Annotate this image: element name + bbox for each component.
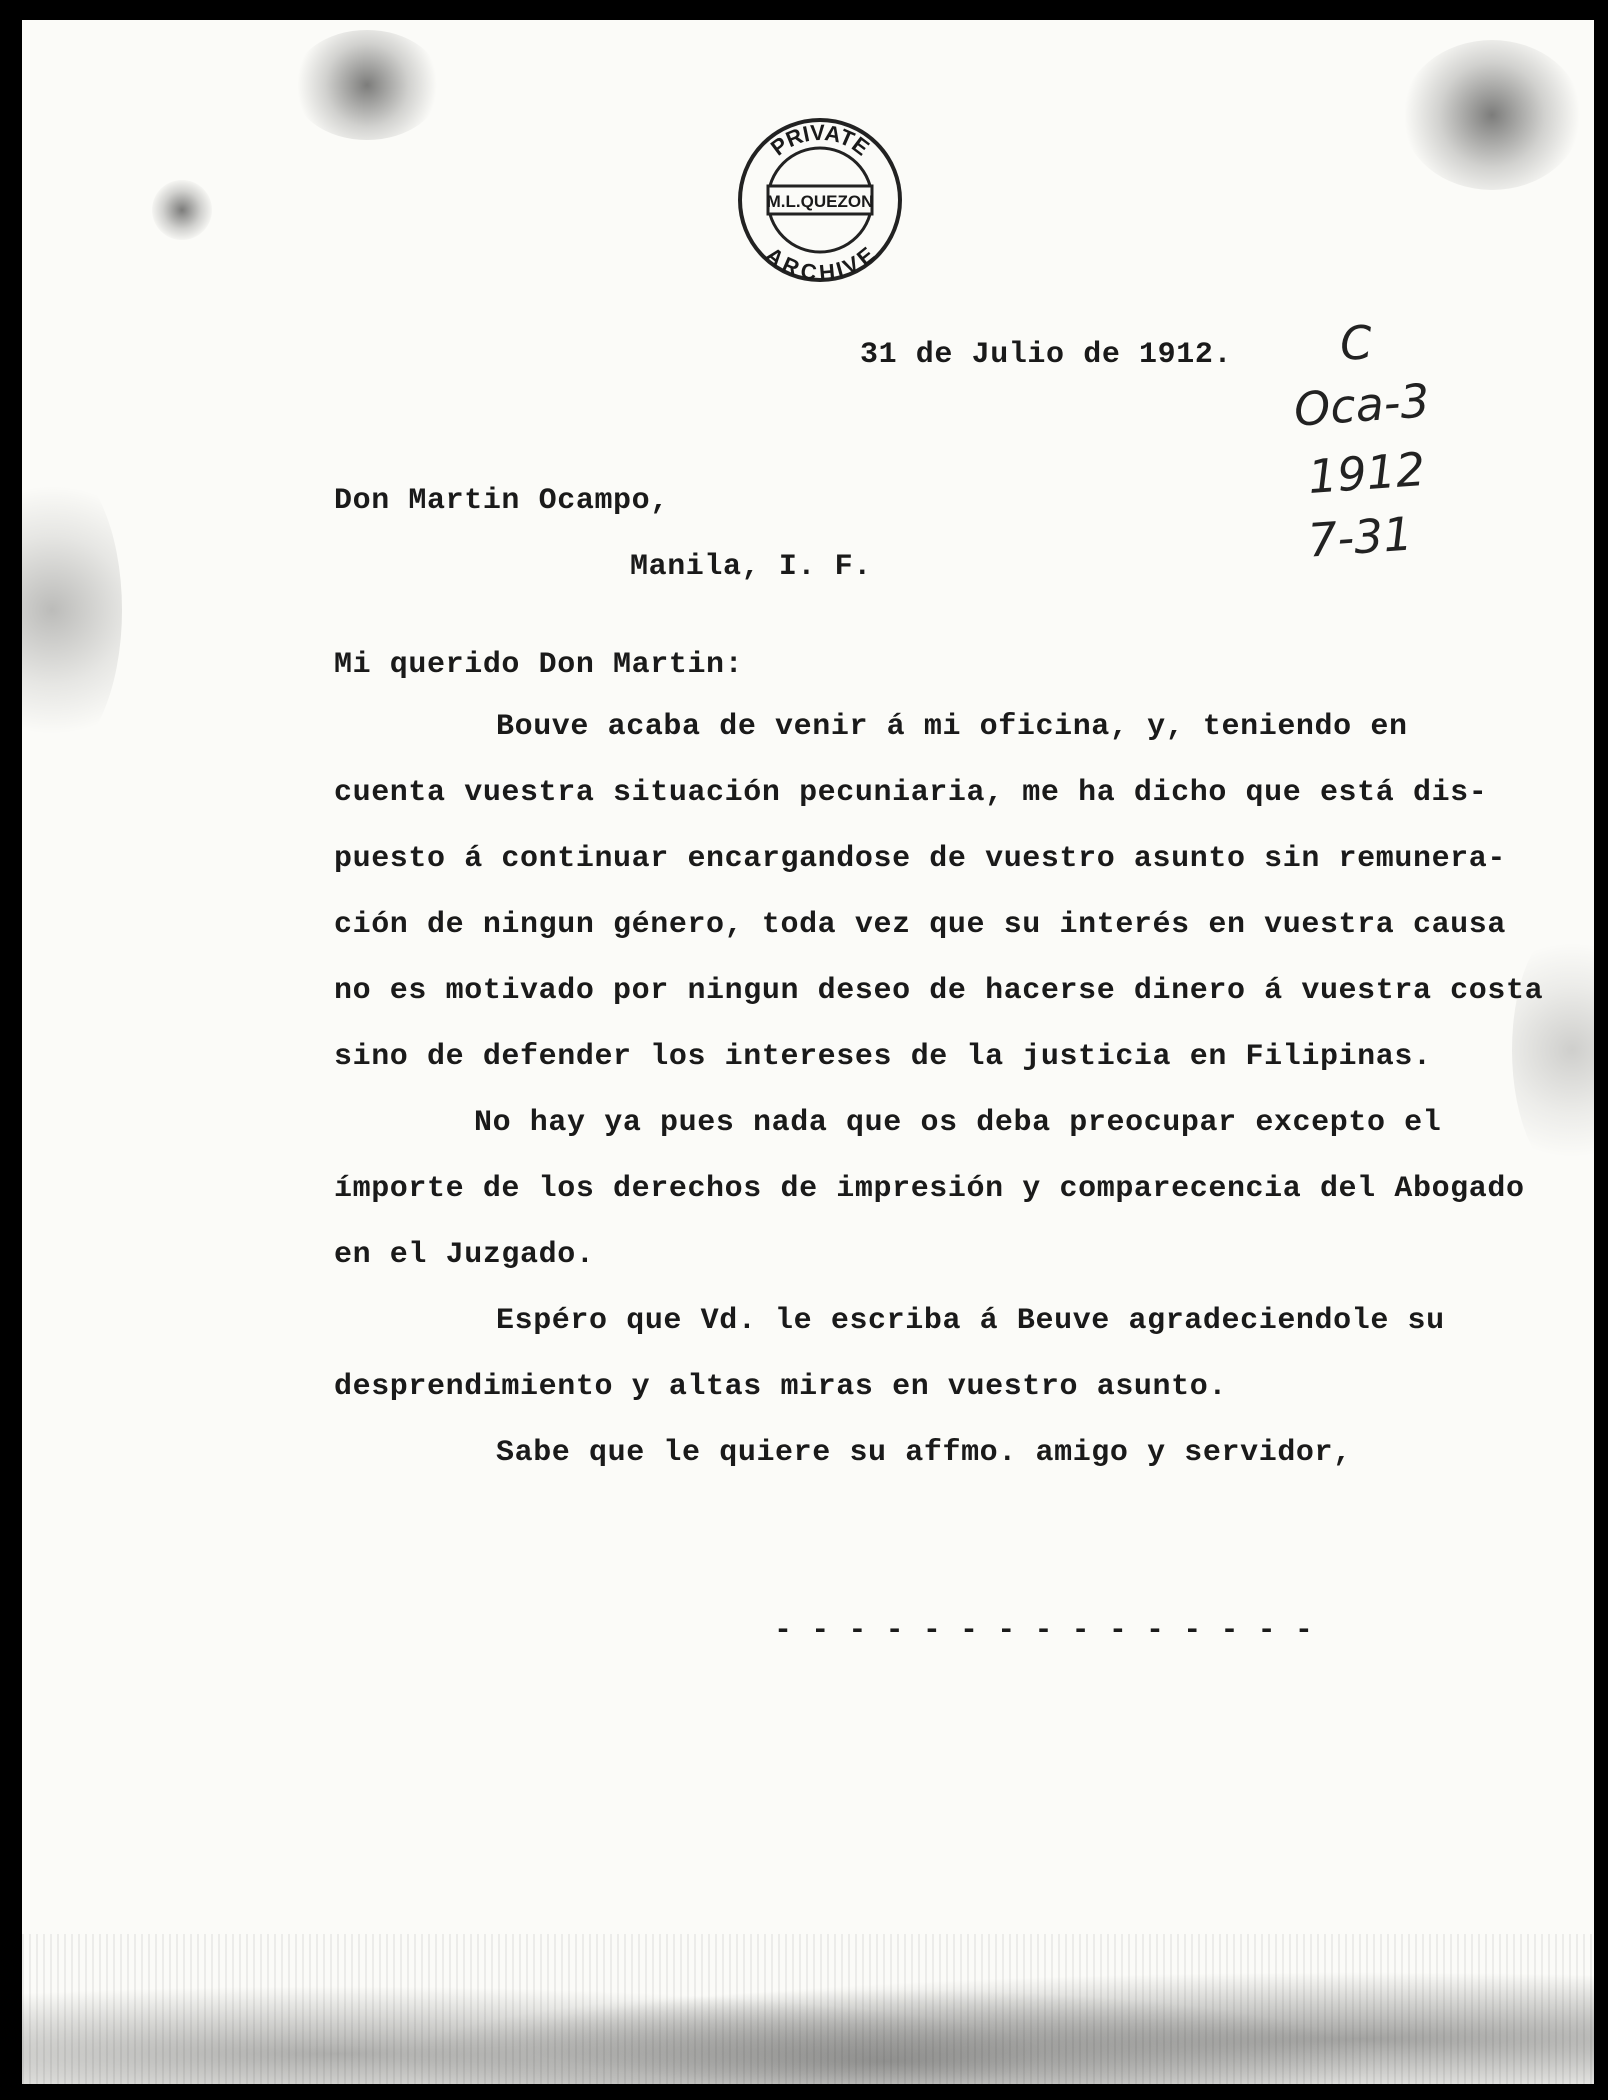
body-line: Espéro que Vd. le escriba á Beuve agradeciendole su <box>496 1304 1445 1338</box>
body-line: puesto á continuar encargandose de vuestro asunto sin remunera- <box>334 842 1506 876</box>
smudge-left-margin <box>22 460 122 760</box>
body-line: no es motivado por ningun deseo de hacerse dinero á vuestra costa <box>334 974 1544 1008</box>
signature-line: - - - - - - - - - - - - - - - <box>774 1614 1314 1648</box>
archive-stamp <box>736 116 904 284</box>
body-line: en el Juzgado. <box>334 1238 595 1272</box>
smudge-top-left <box>292 30 442 140</box>
body-line: ímporte de los derechos de impresión y comparecencia del Abogado <box>334 1172 1525 1206</box>
annotation-line-4: 7-31 <box>1306 506 1415 568</box>
svg-text:ARCHIVE <box>761 242 879 284</box>
body-line: No hay ya pues nada que os deba preocupar excepto el <box>474 1106 1442 1140</box>
body-line: Bouve acaba de venir á mi oficina, y, teniendo en <box>496 710 1408 744</box>
annotation-line-1: C <box>1338 314 1374 372</box>
annotation-line-2: Oca-3 <box>1292 373 1432 437</box>
smudge-right-margin <box>1512 920 1594 1180</box>
letter-page <box>22 20 1594 2084</box>
letter-date: 31 de Julio de 1912. <box>860 338 1233 372</box>
body-line: sino de defender los intereses de la justicia en Filipinas. <box>334 1040 1432 1074</box>
stamp-center-text: M.L.QUEZON <box>766 192 874 211</box>
body-line: ción de ningun género, toda vez que su interés en vuestra causa <box>334 908 1506 942</box>
salutation: Mi querido Don Martin: <box>334 648 744 682</box>
annotation-line-3: 1912 <box>1306 441 1427 505</box>
stamp-top-text: PRIVATE <box>765 119 875 161</box>
svg-text:PRIVATE <box>766 120 874 161</box>
smudge-left-blot <box>152 180 212 240</box>
recipient-name: Don Martin Ocampo, <box>334 484 669 518</box>
body-line: cuenta vuestra situación pecuniaria, me ha dicho que está dis- <box>334 776 1488 810</box>
stamp-bottom-text: ARCHIVE <box>760 241 880 284</box>
body-line: Sabe que le quiere su affmo. amigo y servidor, <box>496 1436 1352 1470</box>
smudge-top-right <box>1402 40 1582 190</box>
body-line: desprendimiento y altas miras en vuestro asunto. <box>334 1370 1227 1404</box>
bottom-grime <box>22 1934 1594 2084</box>
recipient-place: Manila, I. F. <box>630 550 872 584</box>
